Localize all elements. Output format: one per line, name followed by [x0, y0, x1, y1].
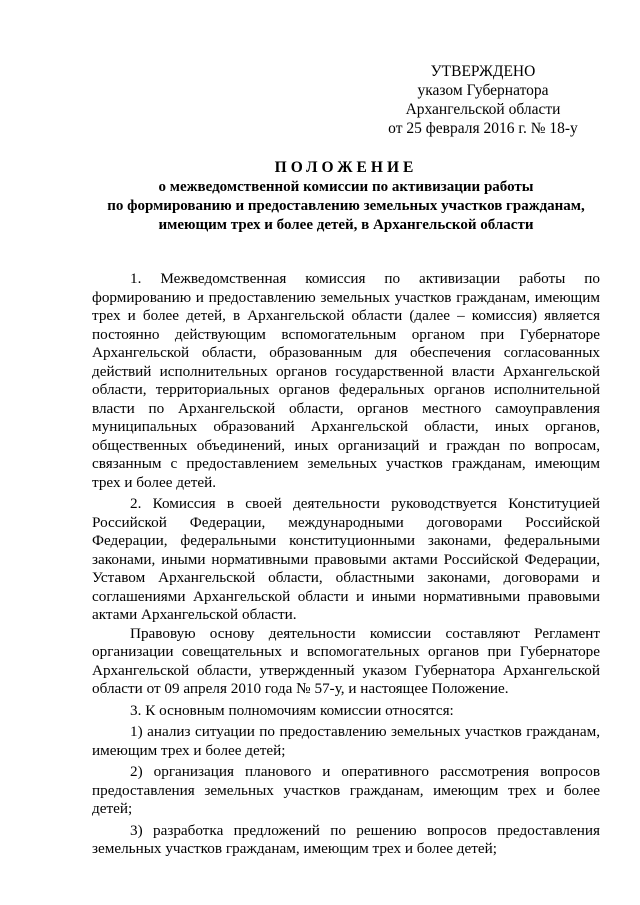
approval-line: от 25 февраля 2016 г. № 18-у — [388, 120, 578, 137]
list-item: 2) организация планового и оперативного рассмотрения вопросов предоставления земельных участков гражданам, имеющим трех и более детей; — [92, 763, 600, 817]
approval-line: УТВЕРЖДЕНО — [430, 63, 536, 80]
paragraph: 1. Межведомственная комиссия по активизации работы по формированию и предоставлению земельных участков гражданам, имеющим трех и более детей, в Архангельской области (далее – комиссия) является постоянно действующим вспомогательным органом при Губернаторе Архангельской области, образованным для обеспечения согласованных действий исполнительных органов государственной власти Архангельской области, территориальных органов федеральных органов исполнительной власти по Архангельской области, органов местного самоуправления муниципальных образований Архангельской области, иных органов, общественных объединений, иных организаций и граждан по вопросам, связанным с предоставлением земельных участков гражданам, имеющим трех и более детей. — [92, 270, 600, 491]
title-main: ПОЛОЖЕНИЕ — [274, 159, 418, 176]
approval-line: Архангельской области — [405, 101, 561, 118]
list-item: 3) разработка предложений по решению вопросов предоставления земельных участков гражданам, имеющим трех и более детей; — [92, 821, 600, 857]
approval-stamp — [388, 62, 578, 138]
paragraph: 2. Комиссия в своей деятельности руководствуется Конституцией Российской Федерации, международными договорами Российской Федерации, федеральными конституционными законами, федеральными законами, иными нормативными правовыми актами Российской Федерации, Уставом Архангельской области, областными законами, договорами и соглашениями Архангельской области и иными нормативными правовыми актами Архангельской области. — [92, 495, 600, 623]
title-subtitle: по формированию и предоставлению земельных участков гражданам, — [107, 198, 585, 214]
paragraph: 3. К основным полномочиям комиссии относятся: — [130, 701, 454, 719]
document-body — [92, 270, 600, 862]
paragraph: Правовую основу деятельности комиссии составляют Регламент организации совещательных и вспомогательных органов при Губернаторе Архангельской области, утвержденный указом Губернатора Архангельской области от 09 апреля 2010 года № 57-у, и настоящее Положение. — [92, 624, 600, 697]
list-item: 1) анализ ситуации по предоставлению земельных участков гражданам, имеющим трех и более детей; — [92, 723, 600, 759]
approval-line: указом Губернатора — [417, 82, 549, 99]
title-subtitle: о межведомственной комиссии по активизации работы — [158, 179, 534, 195]
title-subtitle: имеющим трех и более детей, в Архангельской области — [158, 217, 534, 233]
document-title — [92, 158, 600, 235]
